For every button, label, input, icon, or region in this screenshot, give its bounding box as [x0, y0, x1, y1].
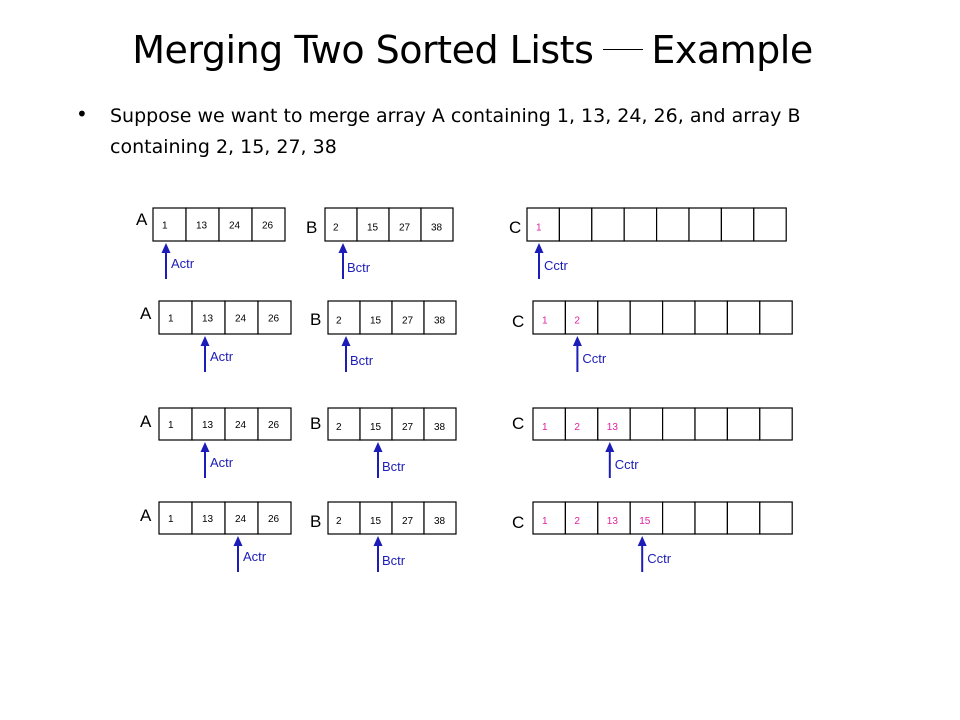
row3-b-value: 15	[370, 516, 382, 527]
row0-actr-label: Actr	[171, 256, 195, 271]
row0-c-cell	[721, 208, 753, 241]
row1-actr-label: Actr	[210, 349, 234, 364]
row0-c-cell	[657, 208, 689, 241]
row0-a-value: 24	[229, 220, 241, 232]
row3-b-value: 38	[434, 516, 446, 527]
row2-b-value: 38	[434, 422, 446, 433]
row2-b-value: 2	[336, 422, 342, 433]
row3-actr-label: Actr	[243, 549, 267, 564]
row2-c-value: 2	[574, 422, 580, 433]
row0-label-a: A	[136, 210, 148, 229]
row1-c-cell	[695, 301, 727, 334]
row1-c-cell	[630, 301, 662, 334]
row1-b-value: 2	[336, 315, 342, 327]
row3-c-cell	[727, 502, 759, 534]
row1-c-cell	[760, 301, 792, 334]
row2-c-value: 1	[542, 422, 548, 433]
row3-c-cell	[565, 502, 597, 534]
row2-actr-label: Actr	[210, 455, 234, 470]
row0-c-cell	[527, 208, 559, 241]
row3-b-value: 27	[402, 516, 414, 527]
row0-c-cell	[754, 208, 786, 241]
row2-c-cell	[533, 408, 565, 440]
row2-a-value: 26	[268, 420, 280, 431]
row3-a-value: 26	[268, 514, 280, 525]
row2-label-a: A	[140, 412, 152, 431]
row3-label-a: A	[140, 506, 152, 525]
row3-a-value: 24	[235, 514, 247, 525]
row2-c-value: 13	[606, 422, 618, 433]
row2-c-cell	[695, 408, 727, 440]
row2-b-value: 27	[402, 422, 414, 433]
row0-a-cell	[153, 208, 186, 241]
title-main: Merging Two Sorted Lists	[132, 28, 594, 72]
row3-c-value: 13	[606, 516, 618, 527]
row0-actr-arrow-head	[162, 243, 171, 253]
row3-b-cell	[328, 502, 360, 534]
row2-a-value: 13	[202, 420, 214, 431]
row3-c-cell	[760, 502, 792, 534]
row0-c-cell	[624, 208, 656, 241]
row1-b-cell	[328, 301, 360, 334]
row2-b-cell	[328, 408, 360, 440]
bullet-text: Suppose we want to merge array A containing 1, 13, 24, 26, and array B containing 2, 15, 27, 38	[110, 105, 801, 158]
row3-cctr-label: Cctr	[647, 551, 672, 566]
row0-c-cell	[592, 208, 624, 241]
row1-c-cell	[533, 301, 565, 334]
row0-cctr-arrow-head	[535, 243, 544, 253]
row1-bctr-label: Bctr	[350, 353, 374, 368]
row3-b-value: 2	[336, 516, 342, 527]
row3-bctr-label: Bctr	[382, 553, 406, 568]
row1-a-value: 24	[235, 313, 247, 325]
row1-c-cell	[727, 301, 759, 334]
row1-c-value: 1	[542, 315, 548, 327]
bullet-marker: •	[76, 102, 88, 126]
row2-cctr-arrow-head	[605, 442, 614, 452]
row0-a-value: 1	[162, 220, 168, 232]
row0-c-value: 1	[536, 222, 542, 234]
row1-c-cell	[663, 301, 695, 334]
row0-bctr-arrow-head	[339, 243, 348, 253]
row3-bctr-arrow-head	[374, 536, 383, 546]
row1-actr-arrow-head	[201, 336, 210, 346]
row0-c-cell	[559, 208, 591, 241]
row1-label-c: C	[512, 312, 525, 331]
row2-b-value: 15	[370, 422, 382, 433]
row2-c-cell	[663, 408, 695, 440]
row3-a-value: 1	[168, 514, 174, 525]
row1-a-cell	[159, 301, 192, 334]
row1-a-value: 13	[202, 313, 214, 325]
row1-cctr-arrow-head	[573, 336, 582, 346]
row1-c-cell	[598, 301, 630, 334]
title-tail: Example	[651, 28, 813, 72]
row3-c-cell	[695, 502, 727, 534]
row1-a-value: 1	[168, 313, 174, 325]
row0-c-cell	[689, 208, 721, 241]
row0-b-value: 38	[431, 222, 443, 234]
row0-b-value: 2	[333, 222, 339, 234]
row3-label-c: C	[512, 513, 525, 532]
row3-c-cell	[533, 502, 565, 534]
row0-bctr-label: Bctr	[347, 260, 371, 275]
row1-b-value: 38	[434, 315, 446, 327]
row1-b-value: 27	[402, 315, 414, 327]
row3-a-cell	[159, 502, 192, 534]
row2-a-cell	[159, 408, 192, 440]
row2-bctr-arrow-head	[374, 442, 383, 452]
row1-bctr-arrow-head	[342, 336, 351, 346]
row3-label-b: B	[310, 512, 322, 531]
row0-cctr-label: Cctr	[544, 258, 568, 273]
row1-a-value: 26	[268, 313, 280, 325]
row2-a-value: 1	[168, 420, 174, 431]
row1-c-cell	[565, 301, 597, 334]
row1-label-a: A	[140, 304, 152, 323]
row3-c-value: 1	[542, 516, 548, 527]
row2-c-cell	[727, 408, 759, 440]
row1-b-value: 15	[370, 315, 382, 327]
row3-c-value: 15	[639, 516, 651, 527]
row2-c-cell	[760, 408, 792, 440]
row2-c-cell	[630, 408, 662, 440]
row2-label-c: C	[512, 414, 525, 433]
row0-b-value: 15	[367, 222, 379, 234]
row2-cctr-label: Cctr	[614, 457, 639, 472]
row2-label-b: B	[310, 414, 322, 433]
row3-a-value: 13	[202, 514, 214, 525]
row3-c-value: 2	[574, 516, 580, 527]
row3-actr-arrow-head	[234, 536, 243, 546]
row3-c-cell	[663, 502, 695, 534]
row1-cctr-label: Cctr	[582, 351, 607, 366]
row2-bctr-label: Bctr	[382, 459, 406, 474]
row0-b-value: 27	[399, 222, 411, 234]
row0-b-cell	[325, 208, 357, 241]
row1-c-value: 2	[574, 315, 580, 327]
row0-a-value: 13	[196, 220, 208, 232]
row2-a-value: 24	[235, 420, 247, 431]
row2-actr-arrow-head	[201, 442, 210, 452]
row2-c-cell	[565, 408, 597, 440]
row0-a-value: 26	[262, 220, 274, 232]
row0-label-b: B	[306, 218, 318, 237]
row3-cctr-arrow-head	[638, 536, 647, 546]
row0-label-c: C	[509, 218, 522, 237]
row1-label-b: B	[310, 310, 322, 329]
